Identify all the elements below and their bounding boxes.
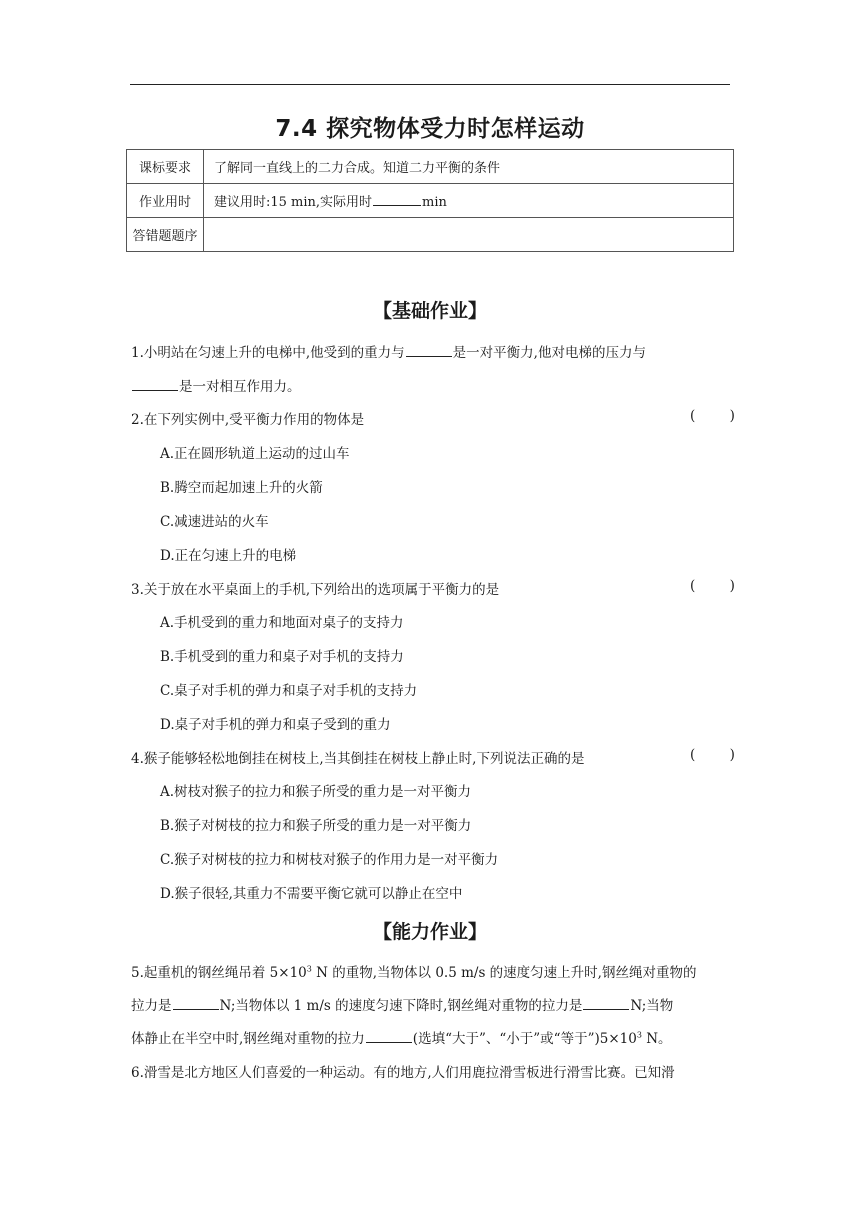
time-unit: min (422, 195, 447, 210)
q3-option-b: B.手机受到的重力和桌子对手机的支持力 (160, 649, 404, 665)
table-row (127, 150, 734, 184)
q3-option-a: A.手机受到的重力和地面对桌子的支持力 (160, 615, 404, 631)
q2-option-b: B.腾空而起加速上升的火箭 (160, 480, 323, 496)
q4-option-d: D.猴子很轻,其重力不需要平衡它就可以静止在空中 (160, 886, 463, 902)
wrong-answers-label: 答错题题序 (127, 218, 204, 252)
q1-line-1: 1.小明站在匀速上升的电梯中,他受到的重力与 是一对平衡力,他对电梯的压力与 (131, 345, 646, 361)
q3-option-c: C.桌子对手机的弹力和桌子对手机的支持力 (160, 683, 418, 699)
table-row (127, 218, 734, 252)
q5-line-1: 5.起重机的钢丝绳吊着 $5\times 10^3$ N 的重物,当物体以 0.5 m/s 的速度匀速上升时,钢丝绳对重物的 (131, 964, 697, 981)
requirement-label: 课标要求 (127, 150, 204, 184)
answer-blank[interactable] (173, 997, 219, 1010)
section-ability-heading: 【能力作业】 (372, 921, 487, 943)
page-title: 7.4 探究物体受力时怎样运动 (275, 116, 585, 142)
answer-blank[interactable] (366, 1030, 412, 1043)
answer-blank[interactable] (406, 344, 452, 357)
q3-option-d: D.桌子对手机的弹力和桌子受到的重力 (160, 717, 391, 733)
answer-blank[interactable] (583, 997, 629, 1010)
q3-stem: 3.关于放在水平桌面上的手机,下列给出的选项属于平衡力的是 (131, 582, 500, 598)
actual-time-blank[interactable] (373, 193, 421, 206)
q3-answer-paren[interactable]: ( ) (690, 578, 735, 594)
table-row (127, 184, 734, 218)
q4-option-c: C.猴子对树枝的拉力和树枝对猴子的作用力是一对平衡力 (160, 852, 499, 868)
section-basic-heading: 【基础作业】 (372, 300, 487, 322)
q2-option-c: C.减速进站的火车 (160, 514, 269, 530)
q2-stem: 2.在下列实例中,受平衡力作用的物体是 (131, 412, 365, 428)
time-suggested: 建议用时:15 min,实际用时 (214, 195, 373, 210)
q4-stem: 4.猴子能够轻松地倒挂在树枝上,当其倒挂在树枝上静止时,下列说法正确的是 (131, 751, 585, 767)
q2-option-a: A.正在圆形轨道上运动的过山车 (160, 446, 350, 462)
answer-blank[interactable] (132, 378, 178, 391)
info-table (126, 149, 734, 252)
requirement-value: 了解同一直线上的二力合成。知道二力平衡的条件 (204, 150, 734, 184)
q2-option-d: D.正在匀速上升的电梯 (160, 548, 297, 564)
q6-line-1: 6.滑雪是北方地区人们喜爱的一种运动。有的地方,人们用鹿拉滑雪板进行滑雪比赛。已知滑 (131, 1065, 675, 1081)
q4-answer-paren[interactable]: ( ) (690, 747, 735, 763)
q5-line-2: 拉力是 N;当物体以 1 m/s 的速度匀速下降时,钢丝绳对重物的拉力是 N;当物 (131, 998, 674, 1014)
q4-option-b: B.猴子对树枝的拉力和猴子所受的重力是一对平衡力 (160, 818, 472, 834)
time-label: 作业用时 (127, 184, 204, 218)
time-value (204, 184, 734, 218)
q2-answer-paren[interactable]: ( ) (690, 408, 735, 424)
header-rule (130, 84, 730, 85)
q5-line-3: 体静止在半空中时,钢丝绳对重物的拉力 (选填“大于”、“小于”或“等于$”)5\times 10^3$ N。 (131, 1030, 672, 1047)
q4-option-a: A.树枝对猴子的拉力和猴子所受的重力是一对平衡力 (160, 784, 472, 800)
wrong-answers-value[interactable] (204, 218, 734, 252)
q1-line-2: 是一对相互作用力。 (131, 375, 301, 395)
